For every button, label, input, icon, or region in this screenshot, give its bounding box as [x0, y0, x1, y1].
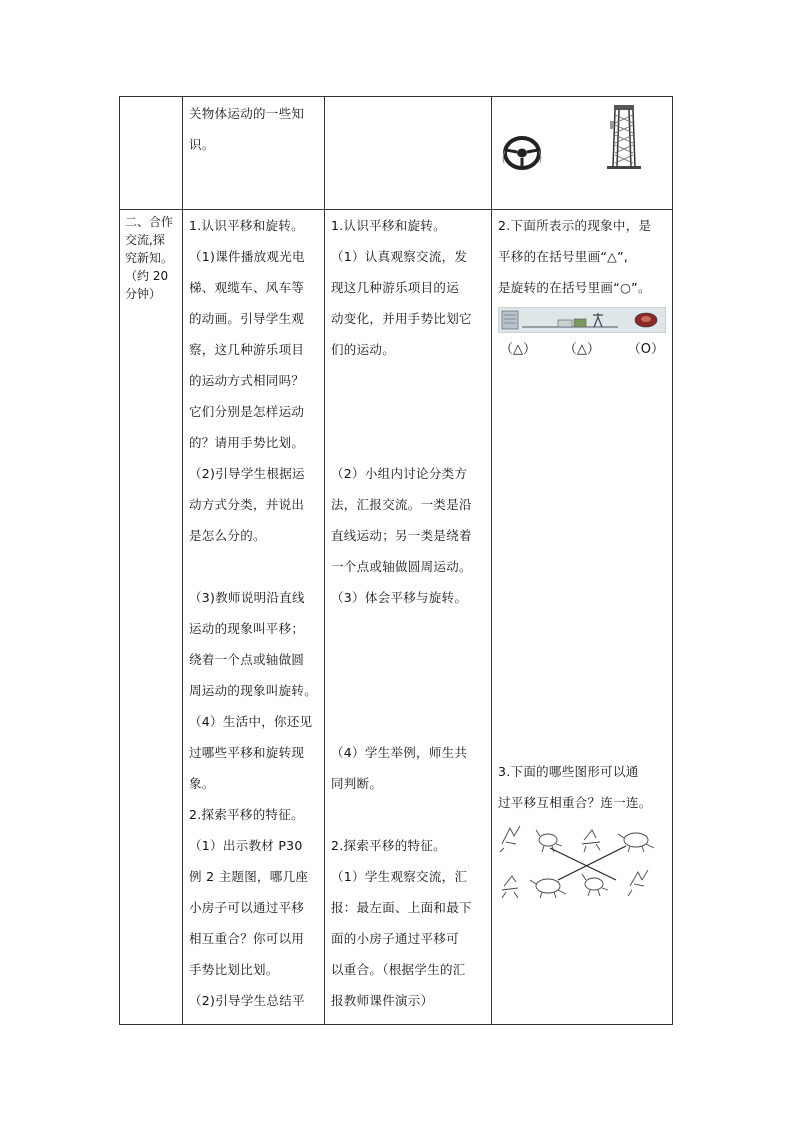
text-line: 动变化，并用手势比划它: [331, 311, 472, 326]
text-line: 梯、观缆车、风车等: [189, 280, 305, 295]
text-line: 的？请用手势比划。: [189, 435, 305, 450]
text-line: 关物体运动的一些知: [189, 106, 305, 121]
text-line: 相互重合？你可以用: [189, 931, 305, 946]
text-line: 手势比划比划。: [189, 962, 279, 977]
text-line: 直线运动；另一类是绕着: [331, 528, 472, 543]
question-line: 3.下面的哪些图形可以通: [498, 764, 639, 779]
text-line: 识。: [189, 137, 215, 152]
text-line: 2.探索平移的特征。: [331, 838, 446, 853]
stage-line: （约 20: [125, 269, 169, 283]
stage-line: 二、合作: [125, 215, 174, 229]
text-line: 以重合。（根据学生的汇: [331, 962, 466, 977]
text-line: （1）出示教材 P30: [189, 838, 303, 853]
answer-paren: （△）: [563, 342, 600, 357]
stage-line: 分钟）: [125, 287, 162, 301]
text-line: 运动的现象叫平移；: [189, 621, 305, 636]
text-line: 现这几种游乐项目的运: [331, 280, 460, 295]
table-row: [120, 210, 673, 1025]
text-line: 报教师课件演示）: [331, 993, 434, 1008]
motion-strip-image: [498, 307, 666, 333]
text-line: （1）学生观察交流，汇: [331, 869, 468, 884]
text-line: 们的运动。: [331, 342, 396, 357]
question-line: 2.下面所表示的现象中，是: [498, 218, 652, 233]
answer-paren: （O）: [627, 342, 664, 357]
question-line: 过平移互相重合？连一连。: [498, 795, 652, 810]
text-line: 报：最左面、上面和最下: [331, 900, 472, 915]
text-line: 周运动的现象叫旋转。: [189, 683, 318, 698]
translation-matching-image: [496, 822, 668, 902]
text-line: （4）学生举例，师生共: [331, 745, 468, 760]
text-line: 的运动方式相同吗？: [189, 373, 305, 388]
text-line: （3）体会平移与旋转。: [331, 590, 468, 605]
text-line: 的动画。引导学生观: [189, 311, 305, 326]
question-line: 是旋转的在括号里画“○”。: [498, 280, 651, 295]
text-line: 1.认识平移和旋转。: [331, 218, 446, 233]
answer-paren: （△）: [500, 342, 536, 357]
text-line: 过哪些平移和旋转现: [189, 745, 305, 760]
exercise-cell: [492, 97, 673, 210]
text-line: 是怎么分的。: [189, 528, 266, 543]
text-line: 一个点或轴做圆周运动。: [331, 559, 472, 574]
text-line: （1）认真观察交流，发: [331, 249, 468, 264]
stage-line: 交流,探: [125, 233, 165, 247]
text-line: 同判断。: [331, 776, 383, 791]
text-line: 例 2 主题图，哪几座: [189, 869, 309, 884]
text-line: （2）小组内讨论分类方: [331, 466, 468, 481]
exercise-cell: [492, 210, 673, 1025]
lesson-plan-table: [119, 96, 673, 1025]
text-line: 绕着一个点或轴做圆: [189, 652, 305, 667]
steering-wheel-image: [500, 133, 544, 173]
text-line: （2)引导学生总结平: [189, 993, 305, 1008]
text-line: 面的小房子通过平移可: [331, 931, 460, 946]
text-line: 小房子可以通过平移: [189, 900, 305, 915]
question-line: 平移的在括号里画“△”,: [498, 249, 629, 264]
table-row: [120, 97, 673, 210]
text-line: 法，汇报交流。一类是沿: [331, 497, 472, 512]
stage-cell: [120, 210, 183, 1025]
stage-line: 究新知。: [125, 251, 174, 265]
text-line: 它们分别是怎样运动: [189, 404, 305, 419]
student-cell-empty: [325, 97, 492, 210]
stage-cell-empty: [120, 97, 183, 210]
text-line: （1)课件播放观光电: [189, 249, 305, 264]
teacher-cell: [183, 97, 325, 210]
text-line: （4）生活中，你还见: [189, 714, 313, 729]
text-line: 动方式分类，并说出: [189, 497, 305, 512]
text-line: 察，这几种游乐项目: [189, 342, 305, 357]
text-line: 1.认识平移和旋转。: [189, 218, 304, 233]
student-activity-cell: [325, 210, 492, 1025]
drop-tower-image: [604, 103, 644, 171]
text-line: 2.探索平移的特征。: [189, 807, 304, 822]
text-line: （2)引导学生根据运: [189, 466, 305, 481]
text-line: （3)教师说明沿直线: [189, 590, 305, 605]
text-line: 象。: [189, 776, 215, 791]
teacher-activity-cell: [183, 210, 325, 1025]
